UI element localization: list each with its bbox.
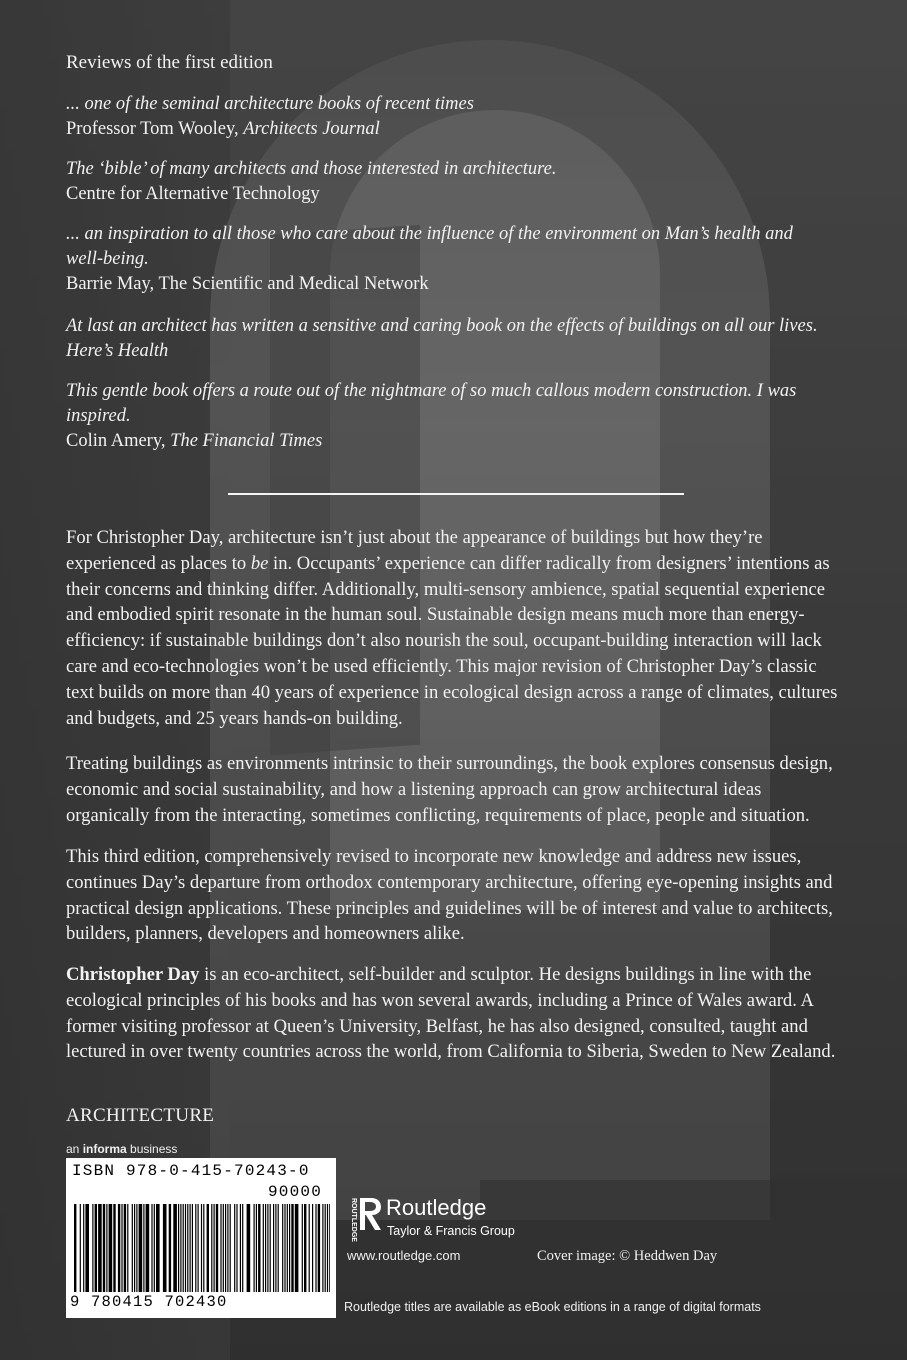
barcode-number: 9 780415 702430 [70,1293,228,1311]
publisher-group: Taylor & Francis Group [387,1224,515,1238]
barcode-bar [315,1204,316,1292]
barcode-bar [284,1204,285,1292]
barcode-bar [83,1204,84,1292]
barcode-bar [312,1204,313,1292]
review-source: Professor Tom Wooley, Architects Journal [66,119,380,139]
barcode-bar [187,1204,188,1292]
ebook-availability-note: Routledge titles are available as eBook editions in a range of digital formats [344,1300,761,1314]
review-quote-line-1: ... an inspiration to all those who care about the influence of the environment on Man’s health and [66,224,793,244]
barcode-bar [106,1204,107,1292]
barcode-bar [254,1204,255,1292]
barcode-bar [121,1204,122,1292]
barcode-bar [247,1204,251,1292]
barcode-bar [263,1204,264,1292]
barcode-bar [240,1204,241,1292]
review-3 [66,222,793,297]
barcode-bar [203,1204,204,1292]
barcode-bar [190,1204,191,1292]
barcode-bar [103,1204,105,1292]
barcode-bar [327,1204,328,1292]
barcode-bar [220,1204,221,1292]
barcode-bar [169,1204,171,1292]
review-1 [66,92,474,142]
barcode-bar [304,1204,306,1292]
publisher-url[interactable]: www.routledge.com [347,1248,461,1263]
barcode-bar [134,1204,135,1292]
price-code: 90000 [267,1183,322,1201]
barcode-bar [92,1204,93,1292]
review-source: Barrie May, The Scientific and Medical Network [66,274,429,294]
barcode-bar [214,1204,215,1292]
barcode-bar [322,1204,323,1292]
barcode-bar [265,1204,266,1292]
barcode-bar [180,1204,181,1292]
barcode-bar [275,1204,276,1292]
barcode-bar [295,1204,299,1292]
routledge-logo-icon [357,1196,383,1232]
barcode-bar [225,1204,226,1292]
barcode-bar [154,1204,155,1292]
barcode-bar [278,1204,279,1292]
informa-tagline: an informa business [66,1142,178,1156]
barcode-bar [74,1204,76,1292]
barcode-bar [236,1204,237,1292]
author-bio: Christopher Day is an eco-architect, self-builder and sculptor. He designs buildings in line with the ecological principles of his books and has won several awards, including a Prince of Wales award. A former visiting professor at Queen’s University, Belfast, he has also designed, consulted, taught and lectured in over twenty countries across the world, from California to Siberia, Sweden to New Zealand. [66,964,836,1063]
barcode-bar [143,1204,144,1292]
barcode-bar [127,1204,128,1292]
description-paragraph-3: This third edition, comprehensively revised to incorporate new knowledge and address new issues, continues Day’s departure from orthodox contemporary architecture, offering eye-opening insights and practical design applications. These principles and guidelines will be of interest and value to architects, builders, planners, developers and homeowners alike. [66,846,833,945]
review-2 [66,157,557,207]
barcode-bar [192,1204,193,1292]
barcode-bar [273,1204,274,1292]
barcode-bar [309,1204,310,1292]
barcode-bar [163,1204,167,1292]
review-quote-line-2: inspired. [66,406,131,426]
review-quote: The ‘bible’ of many architects and those interested in architecture. [66,159,557,179]
barcode-bar [325,1204,326,1292]
barcode-bar [318,1204,320,1292]
barcode-bar [234,1204,235,1292]
barcode-bar [183,1204,184,1292]
barcode-bar [223,1204,224,1292]
barcode-bar [282,1204,283,1292]
barcode-bar [207,1204,209,1292]
isbn-barcode [66,1158,336,1318]
barcode-bar [178,1204,179,1292]
review-source: Centre for Alternative Technology [66,184,320,204]
barcode-bar [124,1204,126,1292]
section-divider [228,493,684,495]
publisher-name: Routledge [386,1195,487,1220]
description-paragraph-2: Treating buildings as environments intrinsic to their surroundings, the book explores consensus design, economic and social sustainability, and how a listening approach can grow architectural ideas organically from the interacting, sometimes conflicting, requirements of place, people and situation. [66,753,833,826]
barcode-bar [139,1204,143,1292]
barcode-bar [195,1204,196,1292]
review-quote: At last an architect has written a sensitive and caring book on the effects of buildings on all our lives. [66,316,818,336]
barcode-bar [146,1204,150,1292]
barcode-bar [267,1204,268,1292]
barcode-bar [173,1204,177,1292]
barcode-bar [270,1204,271,1292]
publisher-vertical-label: ROUTLEDGE [350,1198,357,1242]
review-quote-line-1: This gentle book offers a route out of the nightmare of so much callous modern construction. I was [66,381,797,401]
barcode-bar [80,1204,81,1292]
author-name: Christopher Day [66,964,200,985]
barcode-bar [230,1204,231,1292]
barcode-bar [227,1204,228,1292]
review-5 [66,379,796,454]
description-paragraph-1: For Christopher Day, architecture isn’t just about the appearance of buildings but how they’re experienced as places to be in. Occupants’ experience can differ radically from designers’ intentions as their concerns and thinking differ. Additionally, multi-sensory ambience, spatial sequential experience and embodied spirit resonate in the human soul. Sustainable design means much more than energy-efficiency: if sustainable buildings don’t also nourish the soul, occupant-building interaction will lack care and eco-technologies won’t be used efficiently. This major revision of Christopher Day’s classic text builds on more than 40 years of experience in ecological design across a range of climates, cultures and budgets, and 25 years hands-on building. [66,527,838,729]
barcode-bar [289,1204,290,1292]
barcode-bar [242,1204,243,1292]
barcode-bar [256,1204,257,1292]
barcode-bar [185,1204,186,1292]
barcode-bar [291,1204,293,1292]
barcode-bar [98,1204,102,1292]
barcode-bar [151,1204,152,1292]
review-quote: ... one of the seminal architecture books of recent times [66,94,474,114]
barcode-bar [85,1204,89,1292]
barcode-bar [287,1204,288,1292]
barcode-bar [302,1204,303,1292]
review-quote-line-2: well-being. [66,249,149,269]
barcode-bar [198,1204,199,1292]
barcode-bar [109,1204,113,1292]
isbn-label: ISBN 978-0-415-70243-0 [72,1162,310,1180]
barcode-bar [329,1204,330,1292]
barcode-bar [156,1204,160,1292]
review-4 [66,314,818,364]
subject-category: ARCHITECTURE [66,1105,215,1126]
barcode-bar [211,1204,212,1292]
barcode-bar [95,1204,97,1292]
barcode-bar [118,1204,120,1292]
barcode-bars [74,1204,330,1292]
cover-image-credit: Cover image: © Heddwen Day [537,1248,718,1264]
barcode-bar [201,1204,202,1292]
barcode-bar [216,1204,218,1292]
review-source: Colin Amery, The Financial Times [66,431,323,451]
barcode-bar [136,1204,137,1292]
barcode-bar [258,1204,260,1292]
barcode-bar [113,1204,115,1292]
barcode-bar [132,1204,133,1292]
review-source: Here’s Health [66,341,169,361]
reviews-heading: Reviews of the first edition [66,52,273,73]
